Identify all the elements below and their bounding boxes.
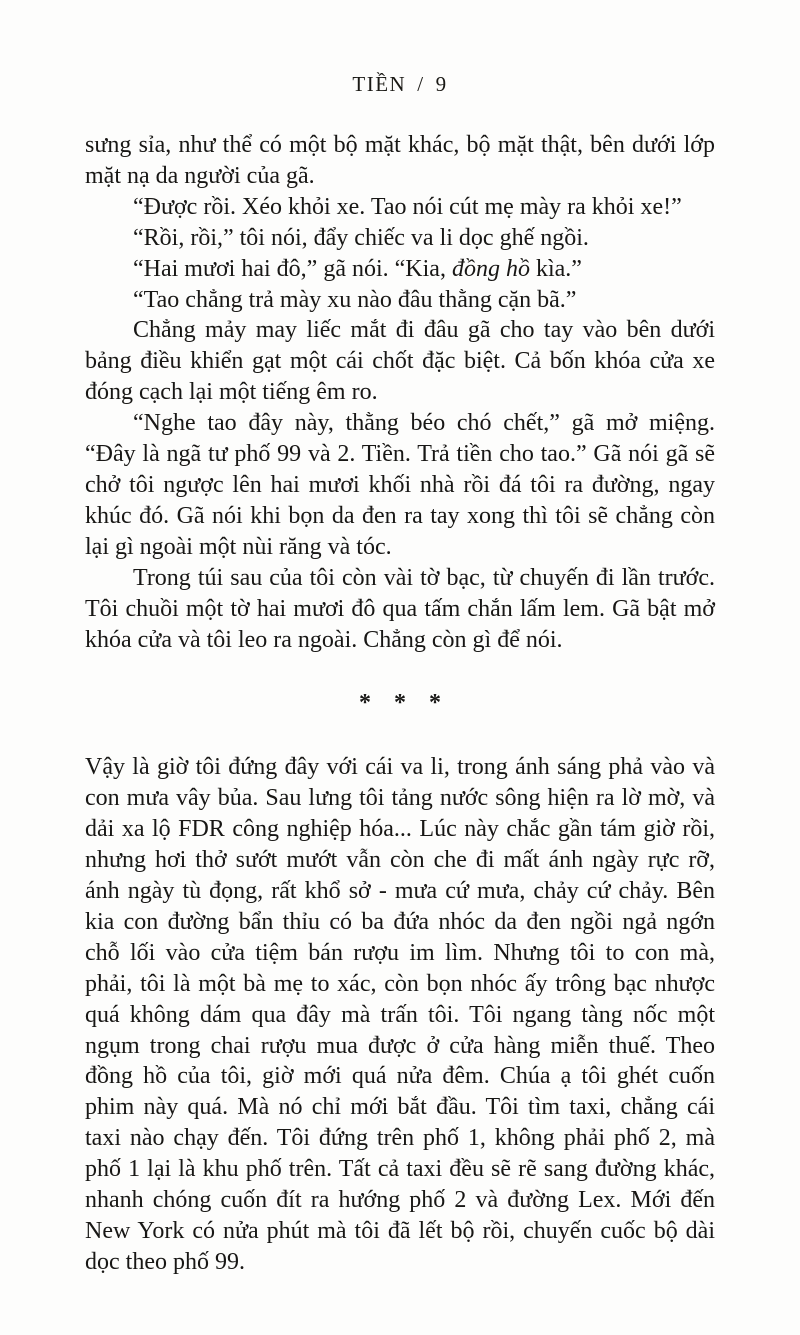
text-line: “Nghe tao đây này, thằng béo chó chết,” gã mở miệng. — [133, 410, 715, 437]
text-line: chỗ lối vào cửa tiệm bán rượu im lìm. Nhưng tôi to con mà, — [85, 939, 715, 966]
paragraph — [85, 563, 715, 656]
text-line: “Tao chẳng trả mày xu nào đâu thằng cặn bã.” — [133, 286, 577, 313]
paragraph — [85, 408, 715, 563]
text-line: khóa cửa và tôi leo ra ngoài. Chẳng còn gì để nói. — [85, 626, 563, 653]
text-line: chở tôi ngược lên hai mươi khối nhà rồi đá tôi ra đường, ngay — [85, 471, 715, 498]
page-header — [0, 0, 800, 97]
text-line: nhưng hơi thở sướt mướt vẫn còn che đi mất ánh ngày rực rỡ, — [85, 847, 715, 874]
paragraph — [85, 285, 715, 316]
text-line: khúc đó. Gã nói khi bọn da đen ra tay xong thì tôi sẽ chẳng còn — [85, 502, 715, 529]
text-line: Trong túi sau của tôi còn vài tờ bạc, từ chuyến đi lần trước. — [133, 564, 715, 591]
text-line: phố 1 lại là khu phố trên. Tất cả taxi đều sẽ rẽ sang đường khác, — [85, 1156, 715, 1183]
page-number: 9 — [435, 72, 448, 96]
text-line: bảng điều khiển gạt một cái chốt đặc biệt. Cả bốn khóa cửa xe — [85, 348, 715, 375]
text-line: ánh ngày tù đọng, rất khổ sở - mưa cứ mưa, chảy cứ chảy. Bên — [85, 878, 715, 905]
text-line: “Hai mươi hai đô,” gã nói. “Kia, đồng hồ kìa.” — [133, 255, 582, 282]
text-line: Vậy là giờ tôi đứng đây với cái va li, trong ánh sáng phả vào và — [85, 754, 715, 781]
text-line: dải xa lộ FDR công nghiệp hóa... Lúc này chắc gần tám giờ rồi, — [85, 816, 715, 843]
text-line: sưng sỉa, như thể có một bộ mặt khác, bộ mặt thật, bên dưới lớp — [85, 132, 715, 158]
text-line: mặt nạ da người của gã. — [85, 162, 315, 189]
body-text — [85, 130, 715, 1278]
text-line: Chẳng mảy may liếc mắt đi đâu gã cho tay vào bên dưới — [133, 317, 715, 344]
text-line: “Rồi, rồi,” tôi nói, đẩy chiếc va li dọc ghế ngồi. — [133, 224, 589, 251]
header-divider: / — [417, 72, 425, 96]
paragraph — [85, 315, 715, 408]
text-line: ngụm trong chai rượu mua được ở cửa hàng miễn thuế. Theo — [85, 1032, 715, 1059]
text-line: kia con đường bẩn thỉu có ba đứa nhóc da đen ngồi ngả ngớn — [85, 908, 715, 935]
text-line: quá không dám qua đây mà trấn tôi. Tôi ngang tàng nốc một — [85, 1001, 715, 1028]
text-line: đóng cạch lại một tiếng êm ro. — [85, 379, 378, 406]
text-line: nhanh chóng cuốn đít ra hướng phố 2 và đường Lex. Mới đến — [85, 1187, 715, 1214]
text-line: taxi nào chạy đến. Tôi đứng trên phố 1, không phải phố 2, mà — [85, 1125, 715, 1152]
text-line: dọc theo phố 99. — [85, 1248, 245, 1275]
paragraph — [85, 254, 715, 285]
text-line: phim này quá. Mà nó chỉ mới bắt đầu. Tôi tìm taxi, chẳng cái — [85, 1094, 715, 1121]
text-line: New York có nửa phút mà tôi đã lết bộ rồi, chuyến cuốc bộ dài — [85, 1218, 715, 1244]
text-line: Tôi chuồi một tờ hai mươi đô qua tấm chắn lấm lem. Gã bật mở — [85, 595, 715, 622]
section-separator: * * * — [359, 690, 441, 717]
paragraph — [85, 130, 715, 192]
text-line: đồng hồ của tôi, giờ mới quá nửa đêm. Chúa ạ tôi ghét cuốn — [85, 1063, 715, 1090]
paragraph — [85, 752, 715, 1277]
text-line: phải, tôi là một bà mẹ to xác, còn bọn nhóc ấy trông bạc nhược — [85, 970, 715, 997]
text-line: “Được rồi. Xéo khỏi xe. Tao nói cút mẹ mày ra khỏi xe!” — [133, 193, 682, 220]
running-title: TIỀN — [352, 72, 407, 96]
paragraph — [85, 192, 715, 223]
text-line: “Đây là ngã tư phố 99 và 2. Tiền. Trả tiền cho tao.” Gã nói gã sẽ — [85, 441, 715, 468]
text-line: lại gì ngoài một nùi răng và tóc. — [85, 533, 392, 560]
text-line: con mưa vây bủa. Sau lưng tôi tảng nước sông hiện ra lờ mờ, và — [85, 785, 715, 812]
paragraph — [85, 223, 715, 254]
